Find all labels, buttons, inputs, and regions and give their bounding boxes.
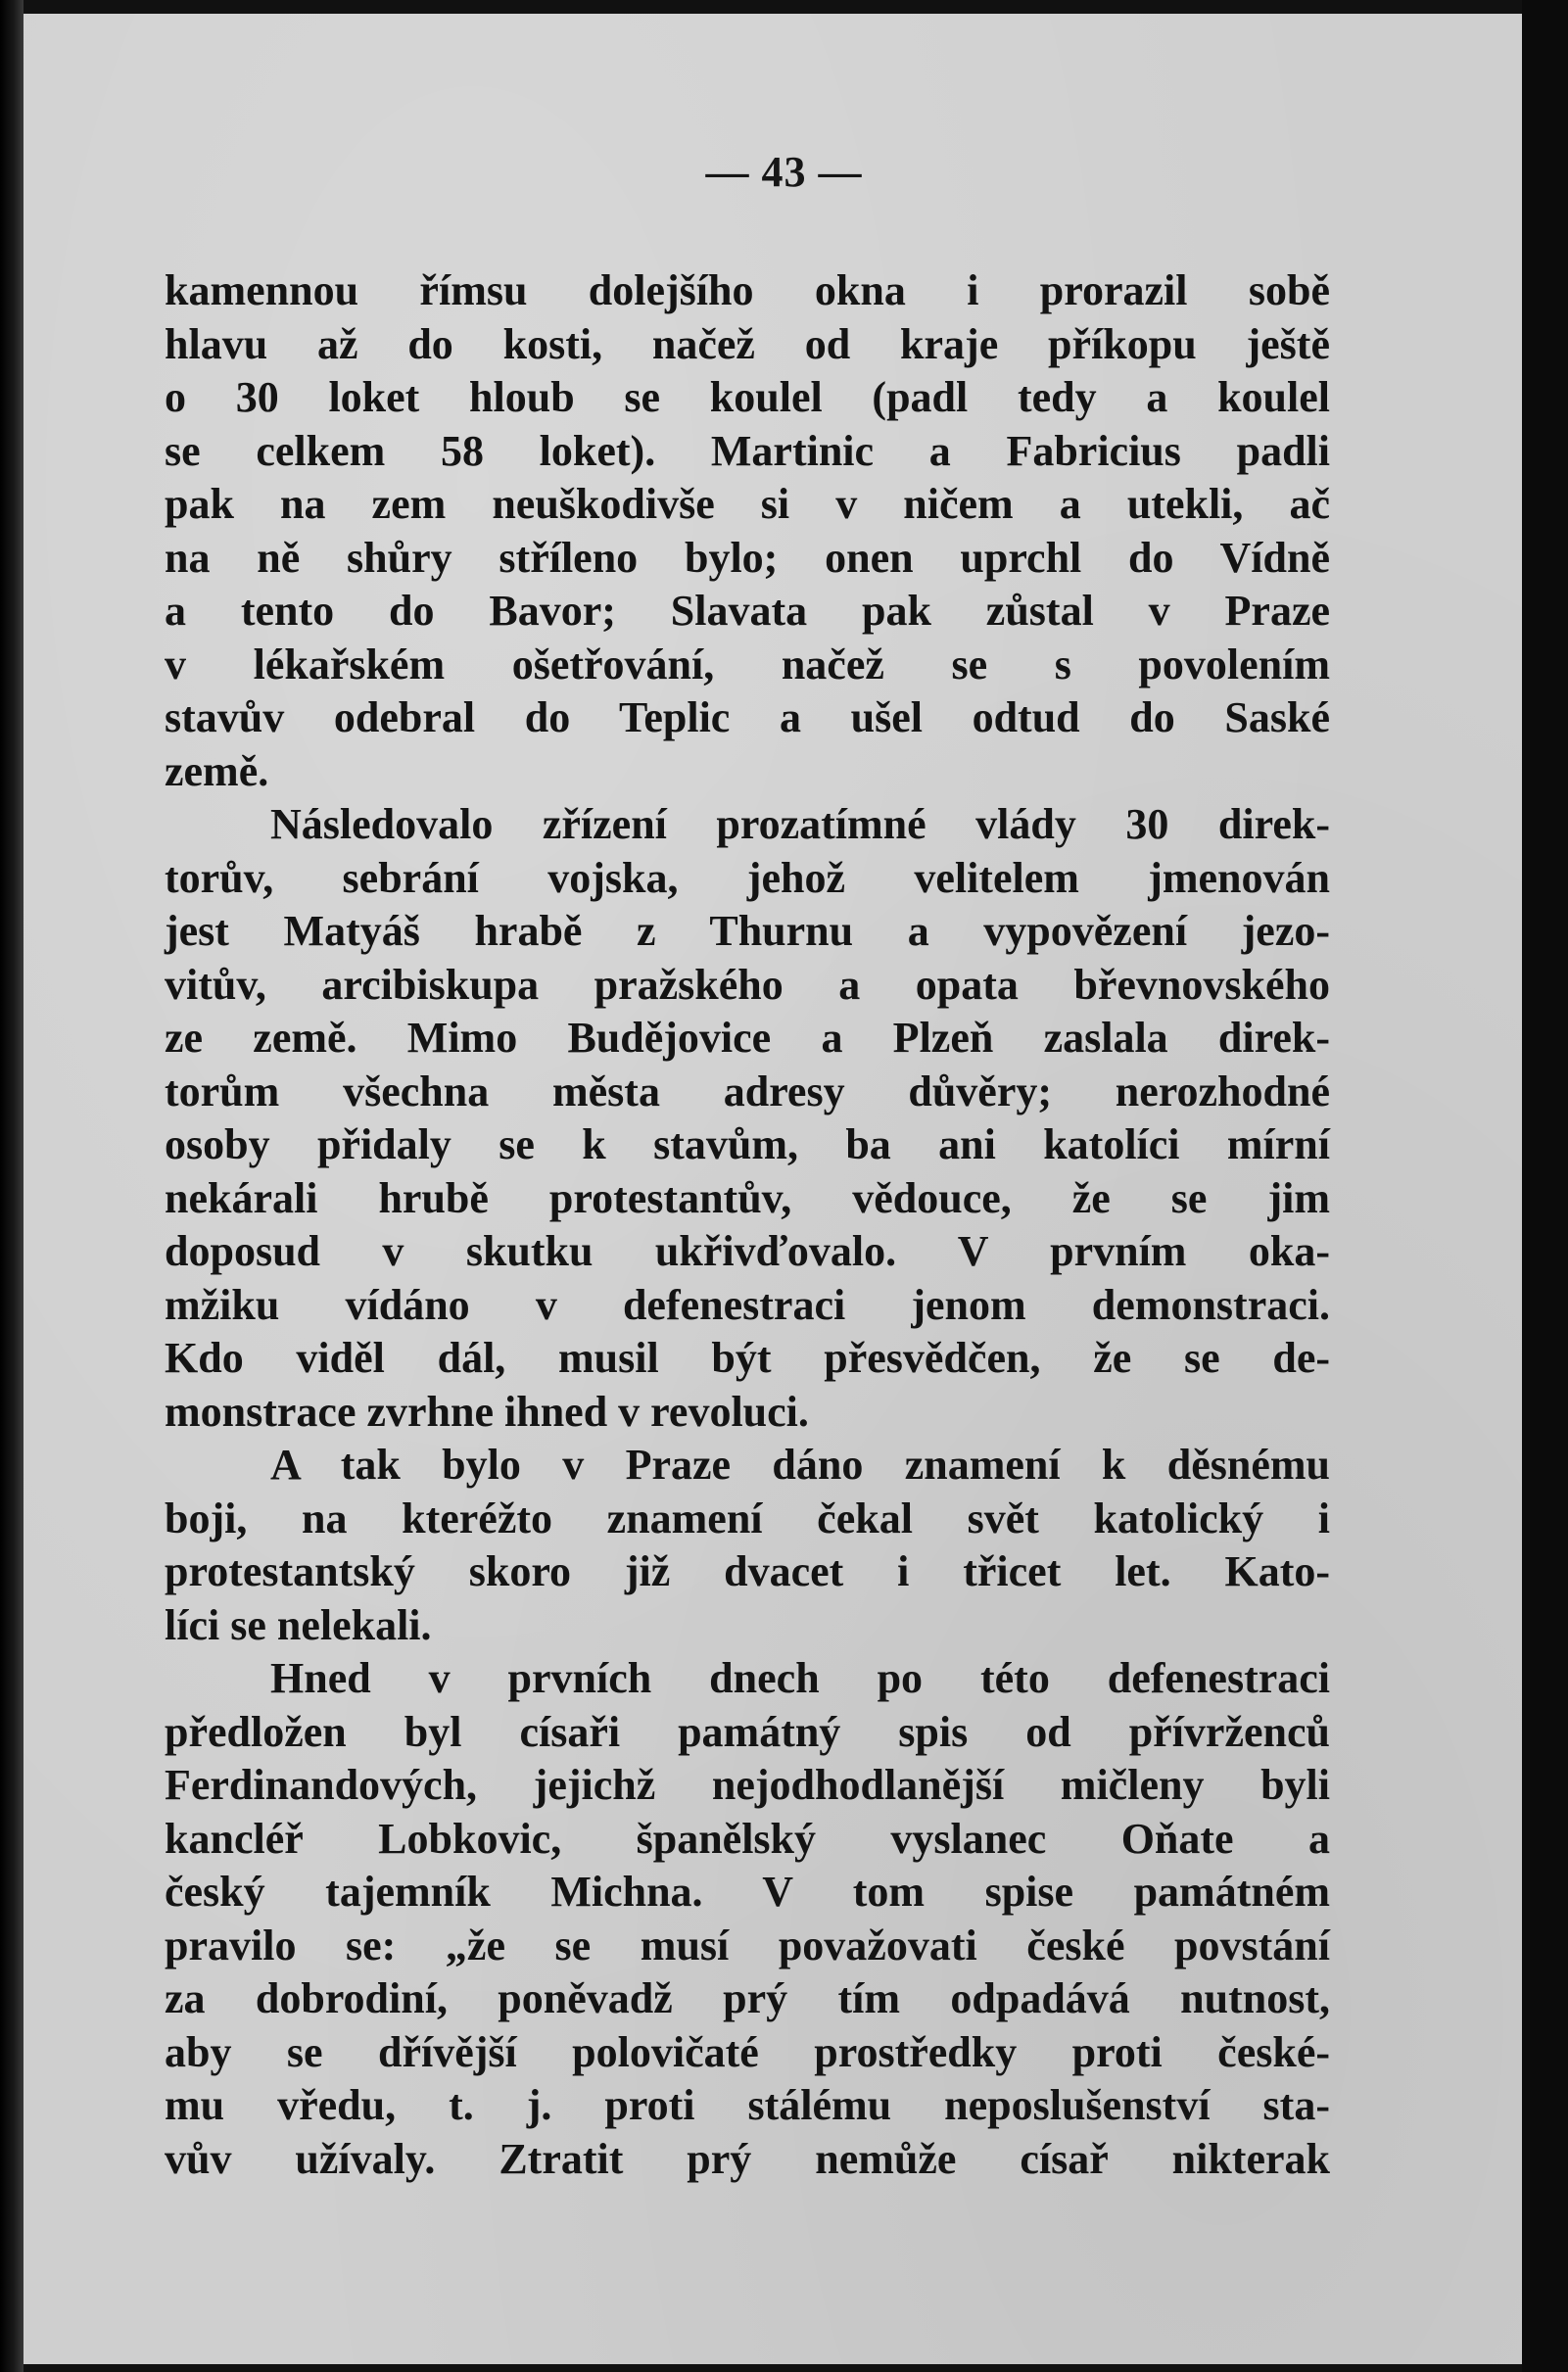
text-line: vův užívaly. Ztratit prý nemůže císař nikterak <box>165 2134 1330 2183</box>
text-line: kancléř Lobkovic, španělský vyslanec Oňate a <box>165 1814 1330 1863</box>
text-line: za dobrodiní, poněvadž prý tím odpadává nutnost, <box>165 1974 1330 2022</box>
text-line: ze země. Mimo Budějovice a Plzeň zaslala direk- <box>165 1014 1330 1062</box>
text-line: a tento do Bavor; Slavata pak zůstal v Praze <box>165 587 1330 635</box>
text-line: kamennou římsu dolejšího okna i prorazil sobě <box>165 266 1330 314</box>
text-line: boji, na kteréžto znamení čekal svět katolický i <box>165 1494 1330 1542</box>
text-line: protestantský skoro již dvacet i třicet let. Kato- <box>165 1547 1330 1595</box>
text-line: stavův odebral do Teplic a ušel odtud do Saské <box>165 693 1330 741</box>
binding-edge <box>0 0 24 2372</box>
text-line: mu vředu, t. j. proti stálému neposlušenství sta- <box>165 2081 1330 2129</box>
page-number: — 43 — <box>705 148 863 196</box>
text-line: český tajemník Michna. V tom spise památném <box>165 1868 1330 1916</box>
text-line: hlavu až do kosti, načež od kraje příkopu ještě <box>165 319 1330 368</box>
text-line: v lékařském ošetřování, načež se s povolením <box>165 640 1330 688</box>
text-line: pravilo se: „že se musí považovati české povstání <box>165 1921 1330 1969</box>
text-line: vitův, arcibiskupa pražského a opata břevnovského <box>165 960 1330 1009</box>
text-line: Ferdinandových, jejichž nejodhodlanější mičleny byli <box>165 1761 1330 1809</box>
text-line: předložen byl císaři památný spis od přívrženců <box>165 1707 1330 1756</box>
scan-border <box>1522 0 1568 2372</box>
body-text <box>165 264 1330 2186</box>
text-line: líci se nelekali. <box>165 1600 432 1649</box>
text-line: se celkem 58 loket). Martinic a Fabricius padli <box>165 426 1330 475</box>
text-line: mžiku vídáno v defenestraci jenom demonstraci. <box>165 1280 1330 1329</box>
paragraph <box>165 798 1330 1439</box>
text-line: nekárali hrubě protestantův, vědouce, že se jim <box>165 1173 1330 1222</box>
text-line: na ně shůry stříleno bylo; onen uprchl do Vídně <box>165 533 1330 582</box>
text-line: Hned v prvních dnech po této defenestraci <box>270 1654 1330 1702</box>
paragraph <box>165 1652 1330 2186</box>
text-line: doposud v skutku ukřivďovalo. V prvním oka- <box>165 1227 1330 1275</box>
text-line: země. <box>165 746 269 795</box>
paragraph <box>165 1439 1330 1652</box>
text-line: o 30 loket hloub se koulel (padl tedy a koulel <box>165 373 1330 421</box>
text-line: jest Matyáš hrabě z Thurnu a vypovězení jezo- <box>165 907 1330 955</box>
text-line: osoby přidaly se k stavům, ba ani katolíci mírní <box>165 1120 1330 1168</box>
text-line: aby se dřívější polovičaté prostředky proti české- <box>165 2027 1330 2076</box>
paragraph <box>165 264 1330 798</box>
text-line: pak na zem neuškodivše si v ničem a utekli, ač <box>165 480 1330 528</box>
text-line: Kdo viděl dál, musil být přesvědčen, že se de- <box>165 1334 1330 1382</box>
text-line: torův, sebrání vojska, jehož velitelem jmenován <box>165 853 1330 902</box>
text-line: A tak bylo v Praze dáno znamení k děsnému <box>270 1441 1330 1489</box>
text-line: torům všechna města adresy důvěry; nerozhodné <box>165 1067 1330 1115</box>
text-line: monstrace zvrhne ihned v revoluci. <box>165 1387 809 1436</box>
text-line: Následovalo zřízení prozatímné vlády 30 direk- <box>270 800 1330 848</box>
